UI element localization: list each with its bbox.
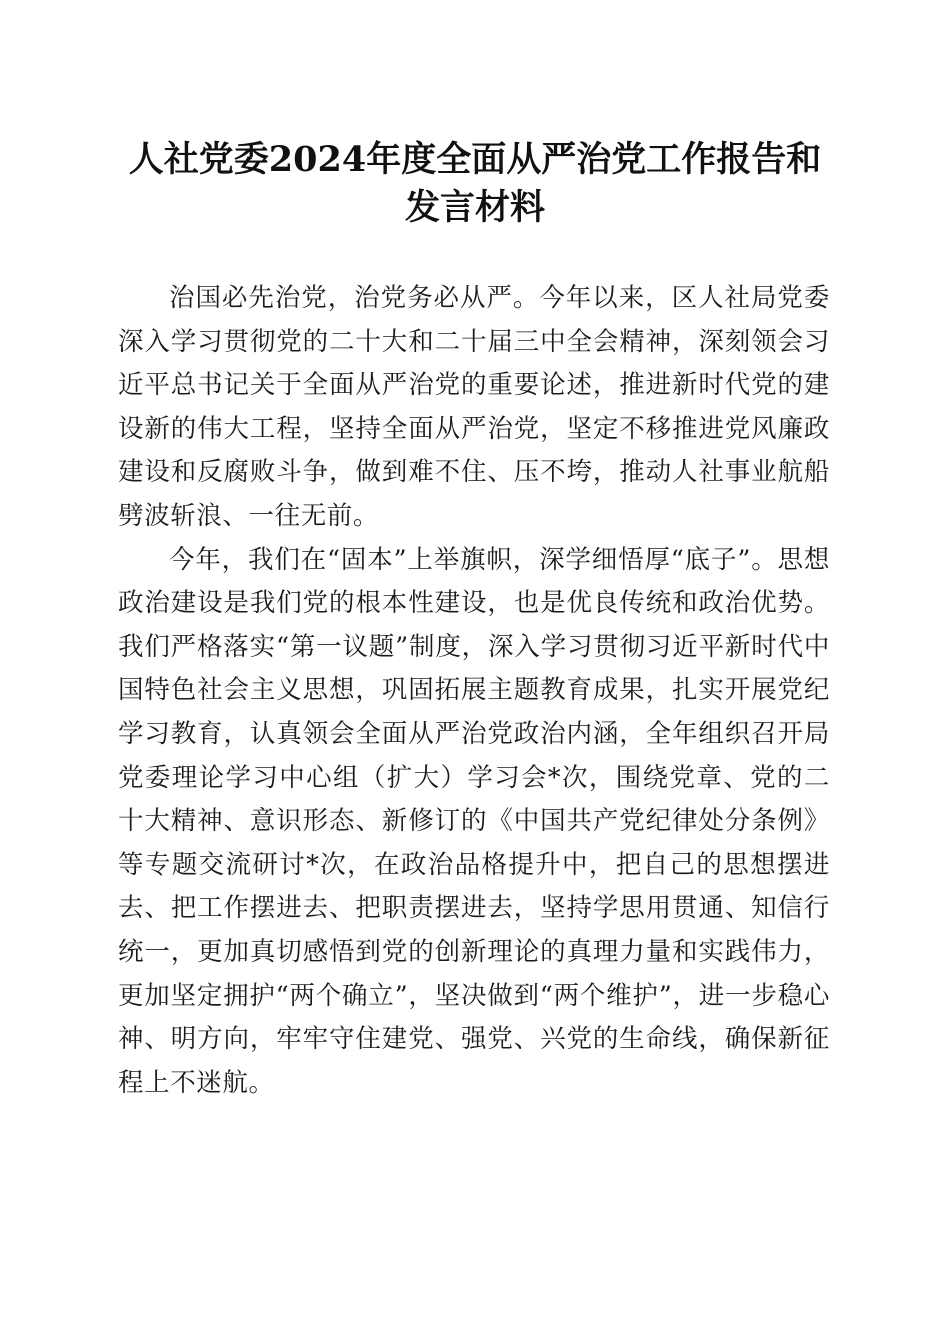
title-line-1: 人社党委2024年度全面从严治党工作报告和 <box>128 139 822 180</box>
document-title <box>100 136 850 232</box>
title-line-2: 发言材料 <box>404 187 545 228</box>
paragraph: 治国必先治党，治党务必从严。今年以来，区人社局党委深入学习贯彻党的二十大和二十届三中全会精神，深刻领会习近平总书记关于全面从严治党的重要论述，推进新时代党的建设新的伟大工程，坚持全面从严治党，坚定不移推进党风廉政建设和反腐败斗争，做到难不住、压不垮，推动人社事业航船劈波斩浪、一往无前。 <box>118 283 830 531</box>
document-body <box>118 277 830 1105</box>
paragraph: 今年，我们在“固本”上举旗帜，深学细悟厚“底子”。思想政治建设是我们党的根本性建设，也是优良传统和政治优势。我们严格落实“第一议题”制度，深入学习贯彻习近平新时代中国特色社会主义思想，巩固拓展主题教育成果，扎实开展党纪学习教育，认真领会全面从严治党政治内涵，全年组织召开局党委理论学习中心组（扩大）学习会*次，围绕党章、党的二十大精神、意识形态、新修订的《中国共产党纪律处分条例》等专题交流研讨*次，在政治品格提升中，把自己的思想摆进去、把工作摆进去、把职责摆进去，坚持学思用贯通、知信行统一，更加真切感悟到党的创新理论的真理力量和实践伟力，更加坚定拥护“两个确立”，坚决做到“两个维护”，进一步稳心神、明方向，牢牢守住建党、强党、兴党的生命线，确保新征程上不迷航。 <box>118 544 830 1098</box>
